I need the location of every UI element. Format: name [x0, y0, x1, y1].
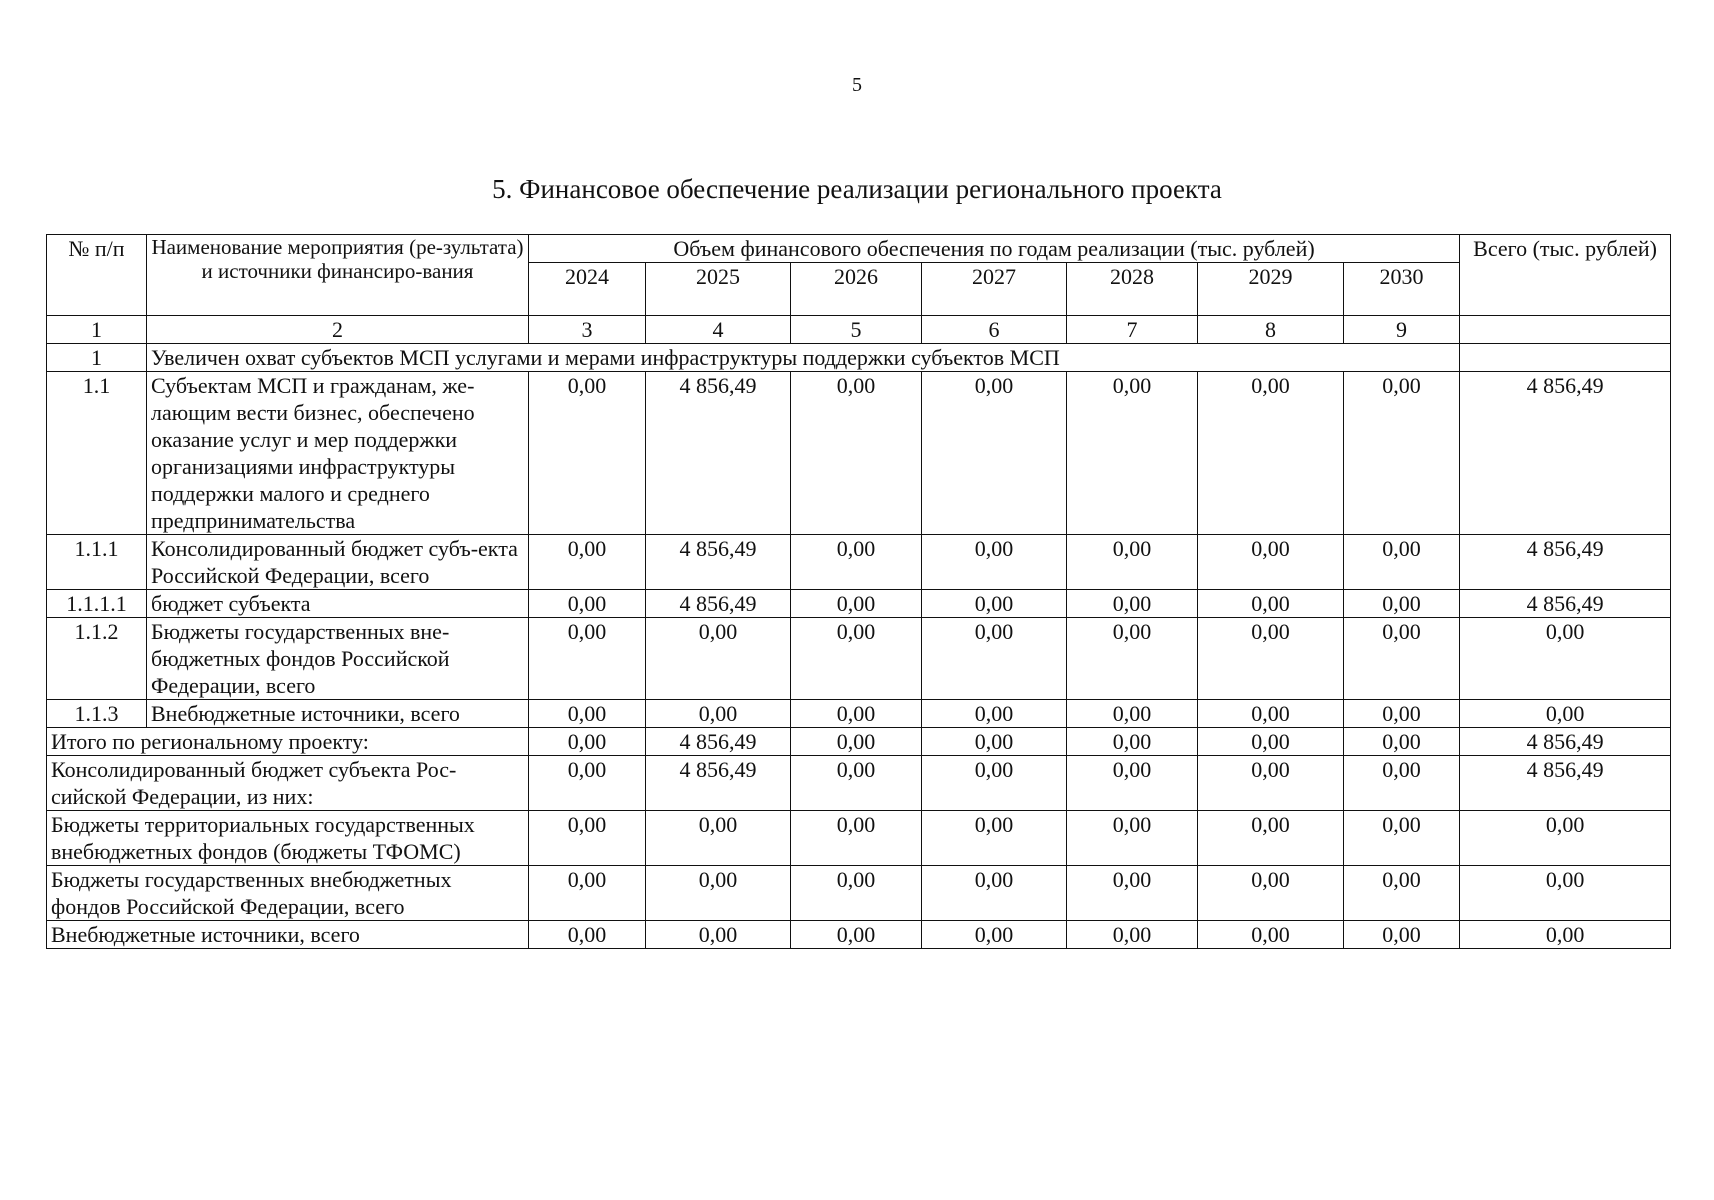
summary-row	[47, 921, 1671, 949]
row-num: 1.1.1	[47, 535, 147, 590]
value-cell: 0,00	[922, 372, 1067, 535]
value-cell: 0,00	[1198, 618, 1344, 700]
value-cell: 0,00	[529, 728, 646, 756]
header-name: Наименование мероприятия (ре-зультата) и источники финансиро-вания	[147, 235, 529, 316]
column-number: 4	[646, 316, 791, 344]
value-cell: 0,00	[922, 700, 1067, 728]
row-name: Субъектам МСП и гражданам, же-лающим вести бизнес, обеспечено оказание услуг и мер поддержки организациями инфраструктуры поддержки малого и среднего предпринимательства	[147, 372, 529, 535]
value-cell: 0,00	[1067, 372, 1198, 535]
value-cell: 0,00	[646, 811, 791, 866]
value-cell: 0,00	[922, 618, 1067, 700]
table-row	[47, 700, 1671, 728]
header-row	[47, 235, 1671, 263]
row-num: 1.1	[47, 372, 147, 535]
value-cell: 0,00	[922, 590, 1067, 618]
value-cell: 0,00	[922, 728, 1067, 756]
table-row	[47, 590, 1671, 618]
value-cell: 0,00	[1198, 866, 1344, 921]
value-cell: 0,00	[1344, 535, 1460, 590]
section-label: Увеличен охват субъектов МСП услугами и мерами инфраструктуры поддержки субъектов МСП	[147, 344, 1460, 372]
total-cell: 4 856,49	[1460, 535, 1671, 590]
total-cell: 0,00	[1460, 866, 1671, 921]
column-number: 9	[1344, 316, 1460, 344]
value-cell: 0,00	[1344, 700, 1460, 728]
value-cell: 0,00	[791, 700, 922, 728]
value-cell: 0,00	[1344, 811, 1460, 866]
summary-name: Бюджеты территориальных государственных внебюджетных фондов (бюджеты ТФОМС)	[47, 811, 529, 866]
header-year: 2030	[1344, 263, 1460, 316]
value-cell: 0,00	[529, 535, 646, 590]
value-cell: 0,00	[529, 372, 646, 535]
summary-row	[47, 728, 1671, 756]
total-cell: 0,00	[1460, 921, 1671, 949]
header-year: 2027	[922, 263, 1067, 316]
value-cell: 0,00	[1344, 728, 1460, 756]
value-cell: 0,00	[791, 372, 922, 535]
value-cell: 0,00	[1344, 756, 1460, 811]
total-cell: 4 856,49	[1460, 372, 1671, 535]
value-cell: 0,00	[1198, 921, 1344, 949]
value-cell: 0,00	[646, 618, 791, 700]
summary-name: Бюджеты государственных внебюджетных фондов Российской Федерации, всего	[47, 866, 529, 921]
value-cell: 0,00	[922, 866, 1067, 921]
value-cell: 0,00	[1067, 618, 1198, 700]
value-cell: 0,00	[529, 618, 646, 700]
value-cell: 0,00	[529, 756, 646, 811]
value-cell: 0,00	[922, 535, 1067, 590]
value-cell: 4 856,49	[646, 590, 791, 618]
value-cell: 0,00	[1067, 535, 1198, 590]
value-cell: 0,00	[646, 921, 791, 949]
value-cell: 0,00	[1067, 921, 1198, 949]
value-cell: 0,00	[1067, 590, 1198, 618]
row-num: 1.1.1.1	[47, 590, 147, 618]
value-cell: 0,00	[1198, 728, 1344, 756]
column-number: 2	[147, 316, 529, 344]
value-cell: 0,00	[1344, 372, 1460, 535]
total-cell: 0,00	[1460, 618, 1671, 700]
value-cell: 0,00	[1198, 535, 1344, 590]
value-cell: 0,00	[791, 535, 922, 590]
table-row	[47, 372, 1671, 535]
column-number	[1460, 316, 1671, 344]
column-number: 5	[791, 316, 922, 344]
section-total-empty	[1460, 344, 1671, 372]
value-cell: 4 856,49	[646, 756, 791, 811]
value-cell: 0,00	[922, 921, 1067, 949]
header-year: 2025	[646, 263, 791, 316]
value-cell: 0,00	[791, 811, 922, 866]
value-cell: 4 856,49	[646, 728, 791, 756]
row-name: Консолидированный бюджет субъ-екта Российской Федерации, всего	[147, 535, 529, 590]
value-cell: 0,00	[1067, 866, 1198, 921]
value-cell: 0,00	[1067, 728, 1198, 756]
summary-row	[47, 756, 1671, 811]
column-number-row	[47, 316, 1671, 344]
header-volume: Объем финансового обеспечения по годам реализации (тыс. рублей)	[529, 235, 1460, 263]
value-cell: 0,00	[529, 811, 646, 866]
value-cell: 4 856,49	[646, 535, 791, 590]
header-num: № п/п	[47, 235, 147, 316]
section-row	[47, 344, 1671, 372]
value-cell: 0,00	[791, 618, 922, 700]
total-cell: 0,00	[1460, 811, 1671, 866]
summary-name: Консолидированный бюджет субъекта Рос-сийской Федерации, из них:	[47, 756, 529, 811]
value-cell: 0,00	[1344, 590, 1460, 618]
value-cell: 0,00	[791, 866, 922, 921]
value-cell: 0,00	[1344, 866, 1460, 921]
table-row	[47, 618, 1671, 700]
total-cell: 4 856,49	[1460, 728, 1671, 756]
value-cell: 0,00	[922, 811, 1067, 866]
value-cell: 0,00	[791, 921, 922, 949]
value-cell: 0,00	[1067, 700, 1198, 728]
summary-row	[47, 866, 1671, 921]
summary-name: Итого по региональному проекту:	[47, 728, 529, 756]
value-cell: 0,00	[791, 728, 922, 756]
total-cell: 0,00	[1460, 700, 1671, 728]
total-cell: 4 856,49	[1460, 590, 1671, 618]
value-cell: 0,00	[646, 866, 791, 921]
value-cell: 4 856,49	[646, 372, 791, 535]
value-cell: 0,00	[646, 700, 791, 728]
value-cell: 0,00	[1198, 700, 1344, 728]
section-num: 1	[47, 344, 147, 372]
header-year: 2026	[791, 263, 922, 316]
header-total: Всего (тыс. рублей)	[1460, 235, 1671, 316]
financing-table	[46, 234, 1671, 949]
value-cell: 0,00	[1067, 811, 1198, 866]
row-name: Внебюджетные источники, всего	[147, 700, 529, 728]
value-cell: 0,00	[791, 756, 922, 811]
value-cell: 0,00	[529, 590, 646, 618]
column-number: 3	[529, 316, 646, 344]
value-cell: 0,00	[922, 756, 1067, 811]
value-cell: 0,00	[529, 700, 646, 728]
summary-row	[47, 811, 1671, 866]
row-num: 1.1.2	[47, 618, 147, 700]
page-number: 5	[852, 74, 862, 96]
row-name: Бюджеты государственных вне-бюджетных фондов Российской Федерации, всего	[147, 618, 529, 700]
header-year: 2029	[1198, 263, 1344, 316]
header-year: 2028	[1067, 263, 1198, 316]
value-cell: 0,00	[1198, 756, 1344, 811]
table-row	[47, 535, 1671, 590]
value-cell: 0,00	[529, 921, 646, 949]
column-number: 6	[922, 316, 1067, 344]
value-cell: 0,00	[529, 866, 646, 921]
value-cell: 0,00	[1198, 811, 1344, 866]
value-cell: 0,00	[1198, 590, 1344, 618]
value-cell: 0,00	[1344, 618, 1460, 700]
summary-name: Внебюджетные источники, всего	[47, 921, 529, 949]
total-cell: 4 856,49	[1460, 756, 1671, 811]
column-number: 1	[47, 316, 147, 344]
value-cell: 0,00	[1344, 921, 1460, 949]
value-cell: 0,00	[1198, 372, 1344, 535]
header-year: 2024	[529, 263, 646, 316]
section-title: 5. Финансовое обеспечение реализации регионального проекта	[492, 174, 1222, 204]
row-name: бюджет субъекта	[147, 590, 529, 618]
column-number: 7	[1067, 316, 1198, 344]
row-num: 1.1.3	[47, 700, 147, 728]
column-number: 8	[1198, 316, 1344, 344]
value-cell: 0,00	[791, 590, 922, 618]
value-cell: 0,00	[1067, 756, 1198, 811]
